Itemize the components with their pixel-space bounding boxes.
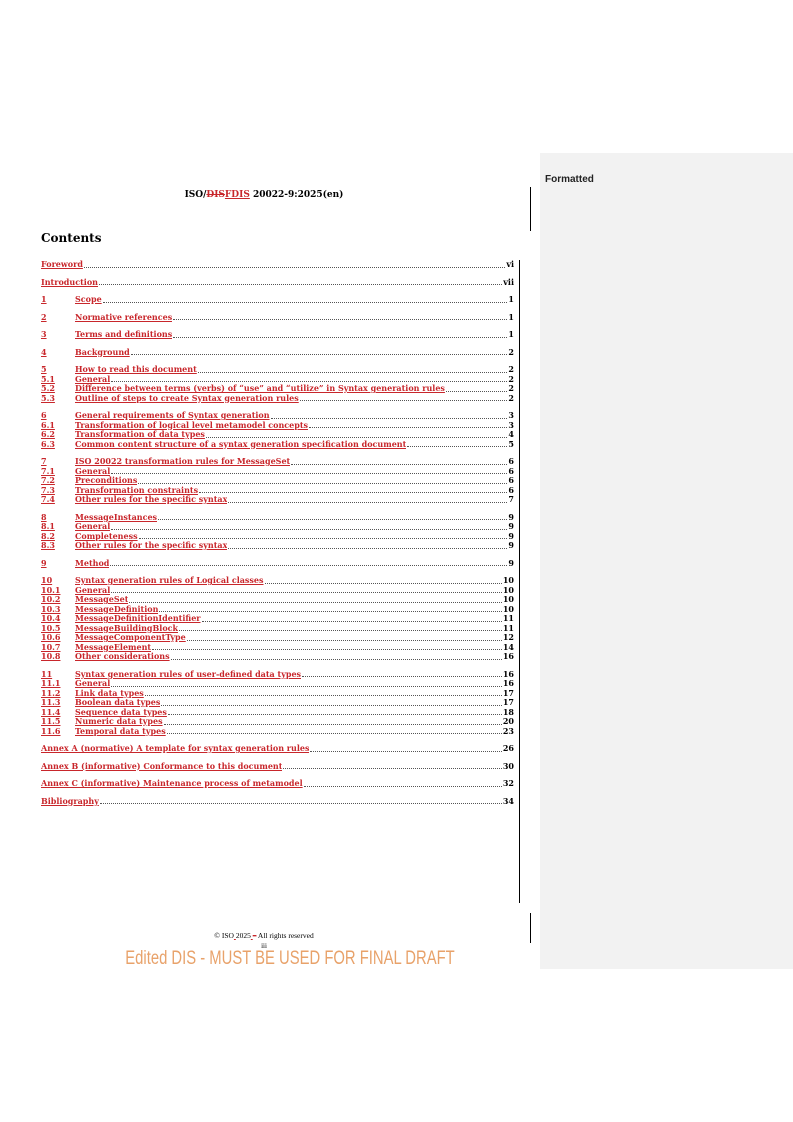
- toc-leader-dots: [300, 400, 508, 401]
- toc-entry-title[interactable]: Annex C (informative) Maintenance process of metamodel: [41, 779, 303, 788]
- toc-entry-number[interactable]: 10.3: [41, 603, 61, 614]
- toc-entry-title[interactable]: MessageComponentType: [75, 633, 186, 642]
- toc-entry[interactable]: [41, 532, 514, 542]
- change-bar: [519, 260, 520, 903]
- toc-entry-page: 11: [502, 622, 514, 633]
- toc-entry-page: 10: [502, 584, 514, 595]
- toc-leader-dots: [138, 483, 507, 484]
- toc-leader-dots: [111, 529, 507, 530]
- toc-entry-title[interactable]: Method: [75, 558, 110, 568]
- toc-entry-number[interactable]: 7.2: [41, 475, 55, 485]
- toc-leader-dots: [265, 583, 502, 584]
- toc-spacer: [41, 340, 514, 348]
- toc-entry-title[interactable]: MessageElement: [75, 642, 152, 652]
- toc-leader-dots: [99, 284, 502, 285]
- copyright-year: 2025: [235, 931, 251, 940]
- toc-entry-number[interactable]: 7.1: [41, 465, 55, 476]
- toc-entry[interactable]: [41, 698, 514, 708]
- toc-entry-page: 2: [508, 346, 514, 357]
- toc-entry-page: 26: [502, 743, 514, 753]
- toc-entry-title[interactable]: Common content structure of a syntax generation specification document: [75, 439, 407, 449]
- toc-entry-number[interactable]: 7.3: [41, 484, 55, 495]
- toc-spacer: [41, 662, 514, 670]
- toc-entry-title[interactable]: General: [75, 679, 111, 688]
- toc-leader-dots: [161, 705, 502, 706]
- toc-entry-number[interactable]: 3: [41, 329, 47, 339]
- toc-entry-number[interactable]: 5: [41, 364, 47, 374]
- toc-entry-title[interactable]: General: [75, 522, 111, 531]
- toc-spacer: [41, 449, 514, 457]
- toc-entry[interactable]: [41, 457, 514, 467]
- toc-entry[interactable]: [41, 467, 514, 477]
- toc-entry[interactable]: [41, 313, 514, 323]
- toc-spacer: [41, 403, 514, 411]
- toc-entry-page: 10: [502, 575, 514, 585]
- toc-entry[interactable]: [41, 595, 514, 605]
- toc-entry-page: 1: [508, 294, 514, 304]
- toc-entry-title[interactable]: Transformation of logical level metamodel concepts: [75, 420, 309, 430]
- toc-leader-dots: [179, 630, 502, 631]
- toc-leader-dots: [206, 437, 507, 438]
- toc-leader-dots: [302, 676, 502, 677]
- comment-label: Formatted: [545, 174, 594, 185]
- toc-entry-page: 17: [502, 697, 514, 707]
- toc-entry[interactable]: [41, 779, 514, 789]
- toc-entry[interactable]: [41, 624, 514, 634]
- toc-entry-number[interactable]: 9: [41, 557, 47, 568]
- toc-entry-number[interactable]: 2: [41, 311, 47, 322]
- toc-leader-dots: [131, 354, 508, 355]
- change-bar: [530, 187, 531, 231]
- toc-entry[interactable]: [41, 278, 514, 288]
- toc-entry-page: 1: [508, 311, 514, 322]
- toc-spacer: [41, 551, 514, 559]
- header-suffix: 20022-9:2025(en): [249, 190, 344, 200]
- toc-entry-page: 9: [508, 540, 514, 550]
- toc-entry-page: 16: [502, 668, 514, 679]
- toc-entry-title[interactable]: General: [75, 585, 111, 595]
- toc-entry-page: 6: [508, 484, 514, 495]
- copyright-footer: [0, 931, 528, 940]
- toc-entry[interactable]: [41, 605, 514, 615]
- toc-entry-page: 17: [502, 687, 514, 698]
- toc-entry-title[interactable]: MessageSet: [75, 595, 129, 604]
- toc-entry-number[interactable]: 8: [41, 511, 47, 522]
- toc-entry-number[interactable]: 11: [41, 668, 53, 679]
- toc-spacer: [41, 287, 514, 295]
- toc-entry-title[interactable]: Transformation of data types: [75, 430, 205, 439]
- toc-entry-title[interactable]: Terms and definitions: [75, 330, 173, 339]
- toc-entry-page: vii: [503, 276, 514, 287]
- toc-entry-number[interactable]: 8.3: [41, 540, 55, 550]
- toc-entry-page: 30: [502, 760, 514, 771]
- toc-leader-dots: [164, 724, 502, 725]
- toc-entry-page: 12: [502, 632, 514, 642]
- toc-spacer: [41, 568, 514, 576]
- toc-entry-number[interactable]: 6.2: [41, 429, 55, 439]
- toc-entry[interactable]: [41, 670, 514, 680]
- toc-entry-title[interactable]: Other rules for the specific syntax: [75, 541, 228, 550]
- toc-entry-page: 2: [508, 373, 514, 384]
- toc-entry-title[interactable]: MessageDefinition: [75, 604, 159, 614]
- toc-leader-dots: [187, 640, 502, 641]
- toc-entry-number[interactable]: 7: [41, 456, 47, 466]
- toc-entry[interactable]: [41, 576, 514, 586]
- toc-entry[interactable]: [41, 411, 514, 421]
- toc-entry-number[interactable]: 8.1: [41, 521, 55, 531]
- toc-entry-page: 2: [508, 392, 514, 403]
- toc-leader-dots: [291, 464, 507, 465]
- toc-leader-dots: [173, 337, 507, 338]
- toc-spacer: [41, 736, 514, 744]
- contents-title: Contents: [41, 231, 102, 245]
- toc-entry-title[interactable]: Introduction: [41, 277, 98, 287]
- toc-entry-page: 3: [508, 419, 514, 430]
- toc-entry-number[interactable]: 6: [41, 410, 47, 420]
- toc-leader-dots: [198, 372, 508, 373]
- toc-entry-number[interactable]: 10.1: [41, 584, 61, 595]
- toc-leader-dots: [173, 319, 507, 320]
- toc-entry-page: 7: [508, 494, 514, 504]
- toc-entry[interactable]: [41, 375, 514, 385]
- toc-entry-page: 9: [508, 521, 514, 531]
- toc-entry-title[interactable]: Foreword: [41, 260, 83, 269]
- toc-entry-number[interactable]: 10.8: [41, 651, 61, 661]
- toc-entry[interactable]: [41, 708, 514, 718]
- toc-entry-page: 14: [502, 641, 514, 652]
- toc-entry-number[interactable]: 10: [41, 575, 53, 585]
- toc-entry-number[interactable]: 10.5: [41, 622, 61, 633]
- toc-entry-title[interactable]: General: [75, 374, 111, 384]
- toc-entry[interactable]: [41, 797, 514, 807]
- toc-entry-title[interactable]: Scope: [75, 295, 102, 304]
- header-deleted-text: DIS: [206, 190, 225, 200]
- toc-leader-dots: [446, 391, 507, 392]
- toc-entry-page: 6: [508, 475, 514, 485]
- toc-entry-title[interactable]: MessageInstances: [75, 512, 158, 522]
- change-bar: [530, 913, 531, 943]
- toc-entry[interactable]: [41, 394, 514, 404]
- toc-entry-page: 9: [508, 530, 514, 541]
- toc-entry-number[interactable]: 4: [41, 346, 47, 357]
- toc-entry-title[interactable]: MessageDefinitionIdentifier: [75, 614, 201, 623]
- toc-leader-dots: [158, 519, 507, 520]
- toc-leader-dots: [129, 602, 501, 603]
- toc-spacer: [41, 357, 514, 365]
- toc-entry-number[interactable]: 8.2: [41, 530, 55, 541]
- toc-leader-dots: [167, 733, 502, 734]
- toc-leader-dots: [111, 381, 507, 382]
- toc-spacer: [41, 771, 514, 779]
- page-number: iii: [261, 942, 267, 950]
- toc-entry[interactable]: [41, 643, 514, 653]
- toc-entry-page: 16: [502, 651, 514, 661]
- toc-leader-dots: [168, 714, 502, 715]
- toc-entry[interactable]: [41, 727, 514, 737]
- toc-entry-page: 34: [502, 795, 514, 806]
- toc-entry-title[interactable]: How to read this document: [75, 365, 197, 374]
- toc-leader-dots: [309, 427, 507, 428]
- toc-entry-page: 6: [508, 465, 514, 476]
- toc-entry-page: 3: [508, 410, 514, 420]
- toc-entry-title[interactable]: Other rules for the specific syntax: [75, 495, 228, 504]
- toc-leader-dots: [283, 768, 501, 769]
- toc-entry-page: 23: [502, 725, 514, 736]
- toc-entry-page: 9: [508, 511, 514, 522]
- toc-entry[interactable]: [41, 295, 514, 305]
- toc-entry-title[interactable]: Background: [75, 347, 130, 357]
- toc-entry-number[interactable]: 5.1: [41, 373, 55, 384]
- toc-entry-title[interactable]: Difference between terms (verbs) of “use” and “utilize” in Syntax generation rules: [75, 384, 445, 393]
- toc-leader-dots: [228, 502, 507, 503]
- toc-entry-page: 11: [502, 613, 514, 623]
- toc-spacer: [41, 754, 514, 762]
- toc-leader-dots: [199, 492, 507, 493]
- toc-entry[interactable]: [41, 614, 514, 624]
- toc-entry-page: 4: [508, 429, 514, 439]
- document-header: [0, 190, 528, 200]
- toc-entry[interactable]: [41, 330, 514, 340]
- toc-entry-page: 9: [508, 557, 514, 568]
- toc-entry-title[interactable]: Numeric data types: [75, 717, 163, 726]
- toc-leader-dots: [110, 565, 507, 566]
- toc-entry-page: 2: [508, 383, 514, 393]
- toc-entry-number[interactable]: 6.1: [41, 419, 55, 430]
- toc-entry-title[interactable]: Annex B (informative) Conformance to this document: [41, 761, 283, 771]
- toc-entry-number[interactable]: 11.2: [41, 687, 61, 698]
- toc-entry-title[interactable]: Annex A (normative) A template for syntax generation rules: [41, 744, 310, 753]
- toc-entry-number[interactable]: 10.4: [41, 613, 61, 623]
- toc-entry-page: 10: [502, 594, 514, 604]
- header-prefix: ISO/: [184, 190, 207, 200]
- toc-leader-dots: [100, 803, 502, 804]
- toc-entry-title[interactable]: General requirements of Syntax generation: [75, 411, 270, 420]
- toc-entry-title[interactable]: Link data types: [75, 688, 144, 698]
- comment-pane: [540, 153, 793, 969]
- toc-entry-number[interactable]: 11.5: [41, 716, 61, 726]
- toc-entry-title[interactable]: Normative references: [75, 312, 173, 322]
- toc-leader-dots: [139, 538, 508, 539]
- toc-entry[interactable]: [41, 744, 514, 754]
- toc-entry-number[interactable]: 5.2: [41, 383, 55, 393]
- toc-entry-number[interactable]: 11.6: [41, 725, 61, 736]
- toc-entry[interactable]: [41, 348, 514, 358]
- toc-entry[interactable]: [41, 541, 514, 551]
- toc-leader-dots: [152, 649, 502, 650]
- toc-entry-page: 1: [508, 329, 514, 339]
- toc-entry-page: 10: [502, 603, 514, 614]
- toc-entry[interactable]: [41, 365, 514, 375]
- toc-leader-dots: [111, 592, 502, 593]
- toc-entry[interactable]: [41, 586, 514, 596]
- toc-entry[interactable]: [41, 440, 514, 450]
- toc-entry-title[interactable]: Syntax generation rules of user-defined data types: [75, 669, 302, 679]
- toc-entry-number[interactable]: 11.3: [41, 697, 61, 707]
- toc-entry-page: 5: [508, 438, 514, 449]
- toc-leader-dots: [202, 621, 502, 622]
- toc-entry-title[interactable]: Temporal data types: [75, 726, 166, 736]
- toc-entry-title[interactable]: General: [75, 466, 111, 476]
- toc-spacer: [41, 505, 514, 513]
- toc-leader-dots: [103, 302, 508, 303]
- toc-entry[interactable]: [41, 717, 514, 727]
- toc-leader-dots: [310, 751, 501, 752]
- toc-entry-title[interactable]: Outline of steps to create Syntax generation rules: [75, 393, 299, 403]
- toc-entry-number[interactable]: 6.3: [41, 438, 55, 449]
- toc-entry-page: 18: [502, 706, 514, 717]
- toc-entry-title[interactable]: Transformation constraints: [75, 485, 199, 495]
- toc-entry-title[interactable]: Bibliography: [41, 796, 99, 806]
- toc-entry[interactable]: [41, 559, 514, 569]
- toc-entry[interactable]: [41, 762, 514, 772]
- toc-entry-title[interactable]: Preconditions: [75, 476, 138, 485]
- toc-entry-page: 16: [502, 678, 514, 688]
- toc-leader-dots: [111, 473, 507, 474]
- toc-spacer: [41, 270, 514, 278]
- toc-entry[interactable]: [41, 476, 514, 486]
- toc-entry[interactable]: [41, 522, 514, 532]
- toc-entry-page: 32: [502, 778, 514, 788]
- toc-entry-number[interactable]: 11.4: [41, 706, 61, 717]
- toc-leader-dots: [84, 267, 505, 268]
- toc-spacer: [41, 789, 514, 797]
- toc-entry[interactable]: [41, 384, 514, 394]
- toc-leader-dots: [271, 418, 508, 419]
- toc-leader-dots: [145, 695, 502, 696]
- header-inserted-text: FDIS: [224, 190, 250, 200]
- toc-entry[interactable]: [41, 421, 514, 431]
- toc-entry-number[interactable]: 10.2: [41, 594, 61, 604]
- toc-leader-dots: [407, 446, 507, 447]
- toc-entry-page: 20: [502, 716, 514, 726]
- toc-entry-page: 2: [508, 364, 514, 374]
- footer-rights: All rights reserved: [256, 931, 314, 940]
- toc-spacer: [41, 305, 514, 313]
- toc-entry-page: 6: [508, 456, 514, 466]
- toc-entry[interactable]: [41, 689, 514, 699]
- toc-entry-number[interactable]: 10.7: [41, 641, 61, 652]
- toc-leader-dots: [228, 548, 507, 549]
- toc-entry-title[interactable]: Other considerations: [75, 652, 170, 661]
- footer-deleted-dash: –: [252, 931, 257, 940]
- toc-entry-title[interactable]: MessageBuildingBlock: [75, 623, 179, 633]
- toc-entry[interactable]: [41, 679, 514, 689]
- table-of-contents: [41, 260, 514, 806]
- toc-entry-title[interactable]: Boolean data types: [75, 698, 161, 707]
- toc-entry[interactable]: [41, 430, 514, 440]
- toc-entry-title[interactable]: Sequence data types: [75, 707, 167, 717]
- copyright-text: © ISO: [214, 931, 234, 940]
- toc-entry[interactable]: [41, 260, 514, 270]
- toc-entry-title[interactable]: Syntax generation rules of Logical classes: [75, 576, 264, 585]
- toc-entry[interactable]: [41, 633, 514, 643]
- toc-leader-dots: [159, 611, 501, 612]
- toc-entry-number[interactable]: 11.1: [41, 678, 61, 688]
- toc-entry-page: vi: [506, 259, 514, 269]
- toc-entry[interactable]: [41, 495, 514, 505]
- toc-entry-number[interactable]: 7.4: [41, 494, 55, 504]
- toc-entry[interactable]: [41, 513, 514, 523]
- toc-leader-dots: [171, 659, 502, 660]
- toc-spacer: [41, 322, 514, 330]
- toc-entry[interactable]: [41, 652, 514, 662]
- toc-leader-dots: [304, 786, 502, 787]
- toc-entry-number[interactable]: 1: [41, 294, 47, 304]
- toc-entry-number[interactable]: 5.3: [41, 392, 55, 403]
- toc-entry[interactable]: [41, 486, 514, 496]
- toc-entry-number[interactable]: 10.6: [41, 632, 61, 642]
- toc-entry-title[interactable]: Completeness: [75, 531, 138, 541]
- toc-leader-dots: [111, 686, 502, 687]
- toc-entry-title[interactable]: ISO 20022 transformation rules for MessageSet: [75, 457, 291, 466]
- draft-watermark: Edited DIS - MUST BE USED FOR FINAL DRAFT: [125, 948, 455, 969]
